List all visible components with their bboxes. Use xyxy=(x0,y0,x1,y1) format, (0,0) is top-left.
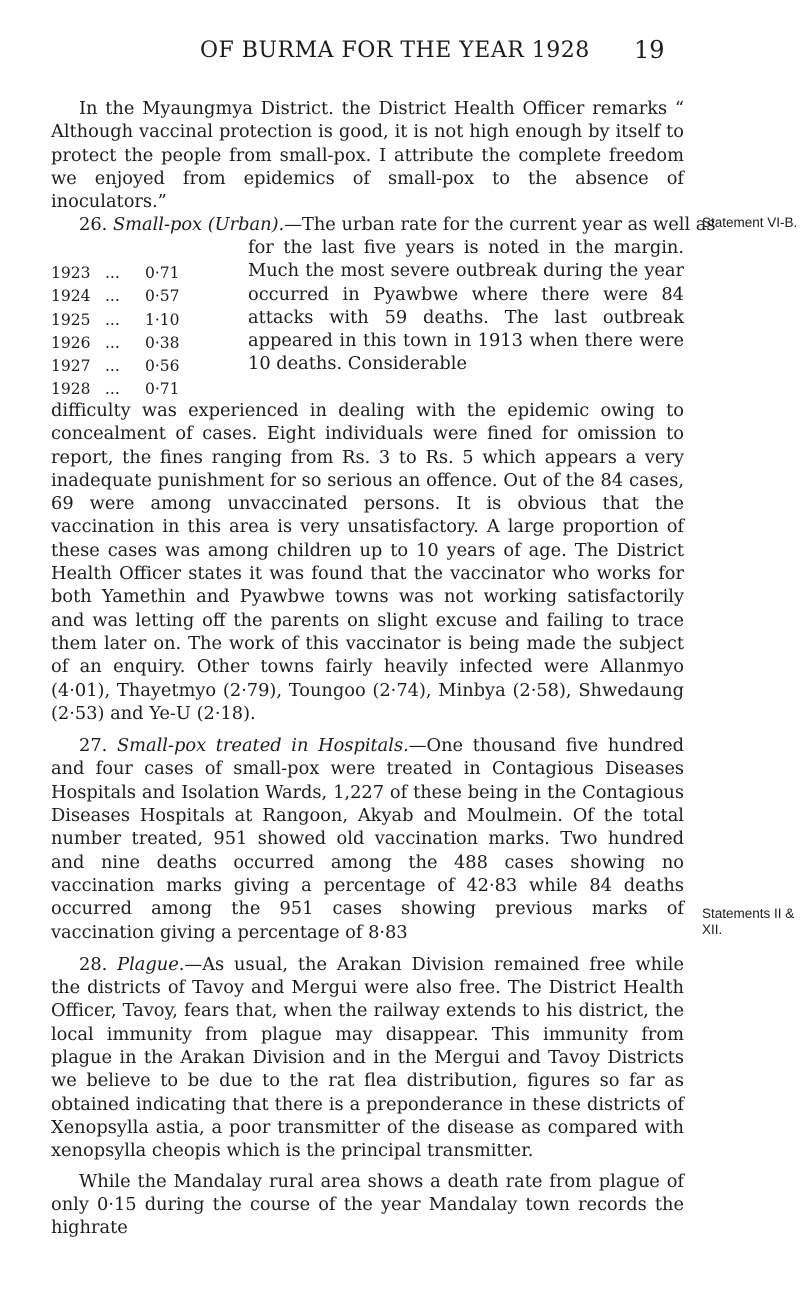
rate-row: 1928 ... 0·71 xyxy=(51,380,180,399)
page-number: 19 xyxy=(634,36,665,64)
running-title: OF BURMA FOR THE YEAR 1928 xyxy=(200,38,590,63)
intro-paragraph xyxy=(51,97,684,213)
urban-rate-table xyxy=(51,262,241,402)
section-28-text: —As usual, the Arakan Division remained free while the districts of Tavoy and Mergui were also free. The District Health Officer, Tavoy, fears that, when the railway extends to his district, the local immunity from plague may disappear. This immunity from plague in the Arakan Division and in the Mergui and Tavoy Districts we believe to be due to the rat flea distribution, figures so far as obtained indicating that there is a preponderance in these districts of Xenopsylla astia, a poor transmitter of the disease as compared with xenopsylla cheopis which is the principal transmitter. xyxy=(51,953,684,1162)
section-27-heading: Small-pox treated in Hospitals. xyxy=(116,735,409,757)
rate-row: 1925 ... 1·10 xyxy=(51,310,180,329)
section-28 xyxy=(51,953,684,1163)
section-26-wrapped-text: for the last five years is noted in the margin. Much the most severe outbreak during the year occurred in Pyawbwe where there were 84 attacks with 59 deaths. The last outbreak appeared in this town in 1913 when there were 10 deaths. Considerable xyxy=(248,237,684,375)
section-27-number: 27. xyxy=(79,735,108,757)
section-26-heading: Small-pox (Urban). xyxy=(112,214,285,235)
rate-row: 1924 ... 0·57 xyxy=(51,287,180,306)
margin-note-statements-ii-xii: Statements II & XII. xyxy=(702,906,795,937)
section-28-heading: Plague. xyxy=(117,953,185,975)
intro-text: In the Myaungmya District. the District Health Officer remarks “ Although vaccinal protection is good, it is not high enough by itself to protect the people from small-pox. I attribute the complete freedom we enjoyed from epidemics of small-pox to the absence of inoculators.” xyxy=(51,98,684,213)
section-28-continuation: While the Mandalay rural area shows a death rate from plague of only 0·15 during the course of the year Mandalay town records the highrate xyxy=(51,1170,684,1239)
section-28-number: 28. xyxy=(79,953,108,975)
page-header xyxy=(0,28,800,68)
margin-note-statement-vi-b: Statement VI-B. xyxy=(702,215,798,230)
rate-row: 1923 ... 0·71 xyxy=(51,264,180,282)
main-body xyxy=(51,399,684,1239)
section-26-heading-line xyxy=(51,213,716,236)
rate-row: 1927 ... 0·56 xyxy=(51,357,180,376)
section-26-body: difficulty was experienced in dealing with the epidemic owing to concealment of cases. Eight individuals were fined for omission to report, the fines ranging from Rs. 3 to Rs. 5 which appears a very inadequate punishment for so serious an offence. Out of the 84 cases, 69 were among unvaccinated persons. It is obvious that the vaccination in this area is very unsatisfactory. A large proportion of these cases was among children up to 10 years of age. The District Health Officer states it was found that the vaccinator who works for both Yamethin and Pyawbwe towns was not working satisfactorily and was letting off the parents on slight excuse and failing to trace them later on. The work of this vaccinator is being made the subject of an enquiry. Other towns fairly heavily infected were Allanmyo (4·01), Thayetmyo (2·79), Toungoo (2·74), Minbya (2·58), Shwedaung (2·53) and Ye-U (2·18). xyxy=(51,400,684,724)
section-27 xyxy=(51,734,684,944)
section-27-text: —One thousand five hundred and four cases of small-pox were treated in Contagious Diseases Hospitals and Isolation Wards, 1,227 of these being in the Contagious Diseases Hospitals at Rangoon, Akyab and Moulmein. Of the total number treated, 951 showed old vaccination marks. Two hundred and nine deaths occurred among the 488 cases showing no vaccination marks giving a percentage of 42·83 while 84 deaths occurred among the 951 cases showing previous marks of vaccination giving a percentage of 8·83 xyxy=(51,735,684,943)
rate-row: 1926 ... 0·38 xyxy=(51,333,180,352)
section-26-first-line: —The urban rate for the current year as well as xyxy=(284,214,716,235)
section-26-number: 26. xyxy=(79,214,108,235)
